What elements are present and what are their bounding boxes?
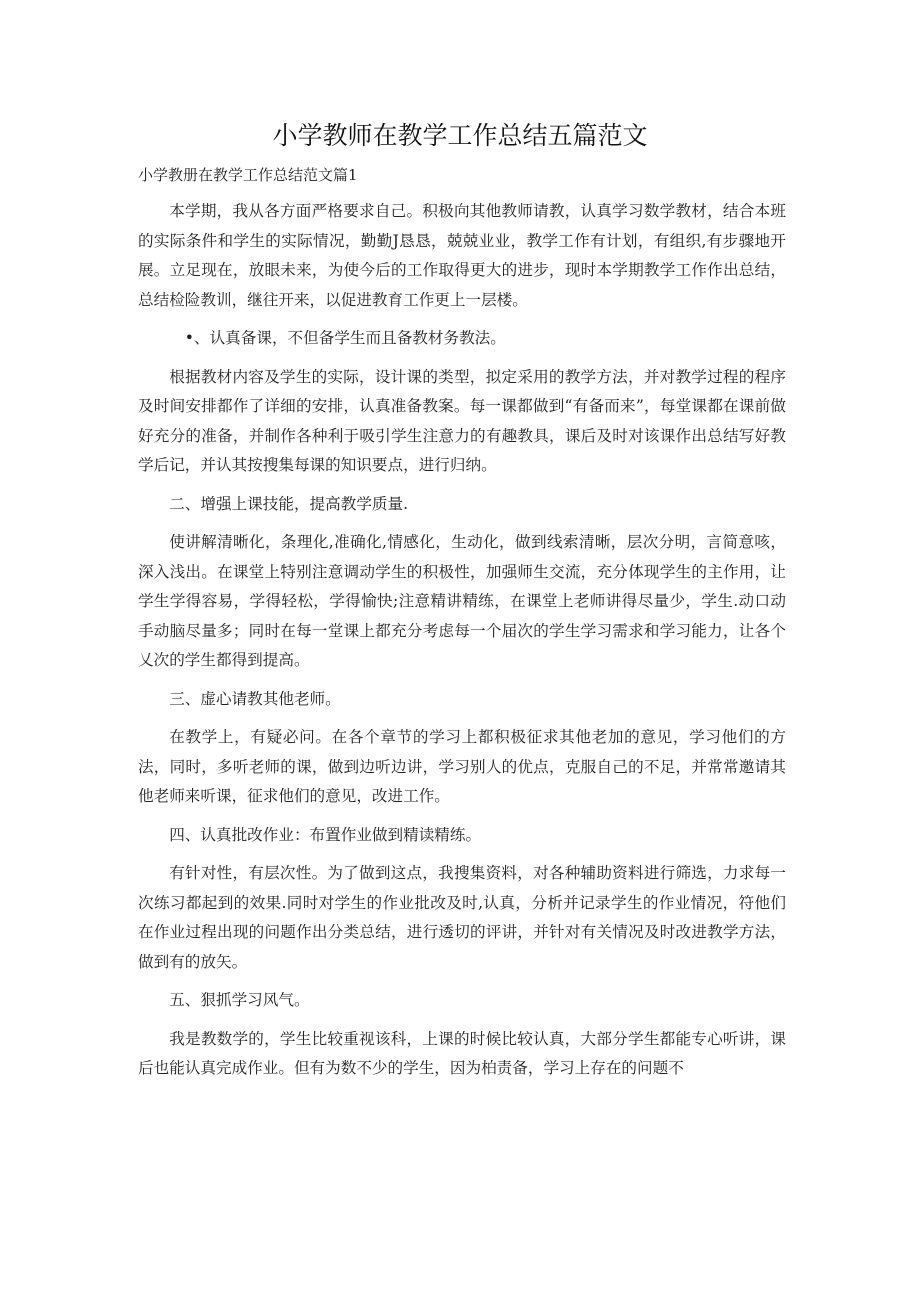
section-heading-3: 三、虚心请教其他老师。 (169, 689, 341, 708)
paragraph-section-3: 在教学上，有疑必问。在各个章节的学习上都积极征求其他老加的意见，学习他们的方法，同时，多听老师的课，做到边听边讲，学习别人的优点，克服自己的不足，并常常邀请其他老师来听课，征求他们的意见，改进工作。 (138, 728, 786, 805)
section-heading-5: 五、狠抓学习风气。 (169, 991, 310, 1009)
paragraph-section-5: 我是教数学的，学生比较重视该科，上课的时候比较认真，大部分学生都能专心听讲，课后也能认真完成作业。但有为数不少的学生，因为柏责备，学习上存在的问题不 (138, 1029, 786, 1077)
section-heading-4: 四、认真批改作业：布置作业做到精读精练。 (169, 825, 482, 844)
document-title: 小学教师在教学工作总结五篇范文 (272, 121, 648, 150)
document-body (138, 197, 786, 1084)
document-subtitle: 小学教册在教学工作总结范文篇1 (138, 166, 358, 184)
paragraph-section-4: 有针对性，有层次性。为了做到这点，我搜集资料，对各种辅助资料进行筛选，力求每一次练习都起到的效果.同时对学生的作业批改及时,认真，分析并记录学生的作业情况，符他们在作业过程出现的问题作出分类总结，进行透切的评讲，并针对有关情况及时改进教学方法，做到有的放矢。 (138, 864, 786, 971)
paragraph-intro: 本学期，我从各方面严格要求自己。积极向其他教师请教，认真学习数学教材，结合本班的实际条件和学生的实际情况，勤勤J恳恳，兢兢业业，教学工作有计划，有组织,有步骤地开展。立足现在，放眼未来，为使今后的工作取得更大的进步，现时本学期教学工作作出总结，总结检险教训，继往开来，以促进教育工作更上一层楼。 (138, 202, 786, 309)
section-heading-1: •、认真备课，不但备学生而且备教材务教法。 (184, 329, 506, 347)
paragraph-section-1: 根据教材内容及学生的实际，设计课的类型，拟定采用的教学方法，并对教学过程的程序及时间安排都作了详细的安排，认真准备教案。每一课都做到“有备而来”，每堂课都在课前做好充分的准备，并制作各种利于吸引学生注意力的有趣教具，课后及时对该课作出总结写好教学后记，并认其按搜集每课的知识要点，进行归纳。 (138, 367, 786, 474)
section-heading-2: 二、增强上课技能，提高教学质量. (169, 494, 409, 513)
paragraph-section-2: 使讲解清晰化，条理化,准确化,情感化，生动化，做到线索清晰，层次分明，言简意咳，深入浅出。在课堂上特别注意调动学生的积极性，加强师生交流，充分体现学生的主作用，让学生学得容易，学得轻松，学得愉快;注意精讲精练，在课堂上老师讲得尽量少，学生.动口动手动脑尽量多；同时在每一堂课上都充分考虑每一个届次的学生学习需求和学习能力，让各个乂次的学生都得到提高。 (138, 533, 786, 669)
